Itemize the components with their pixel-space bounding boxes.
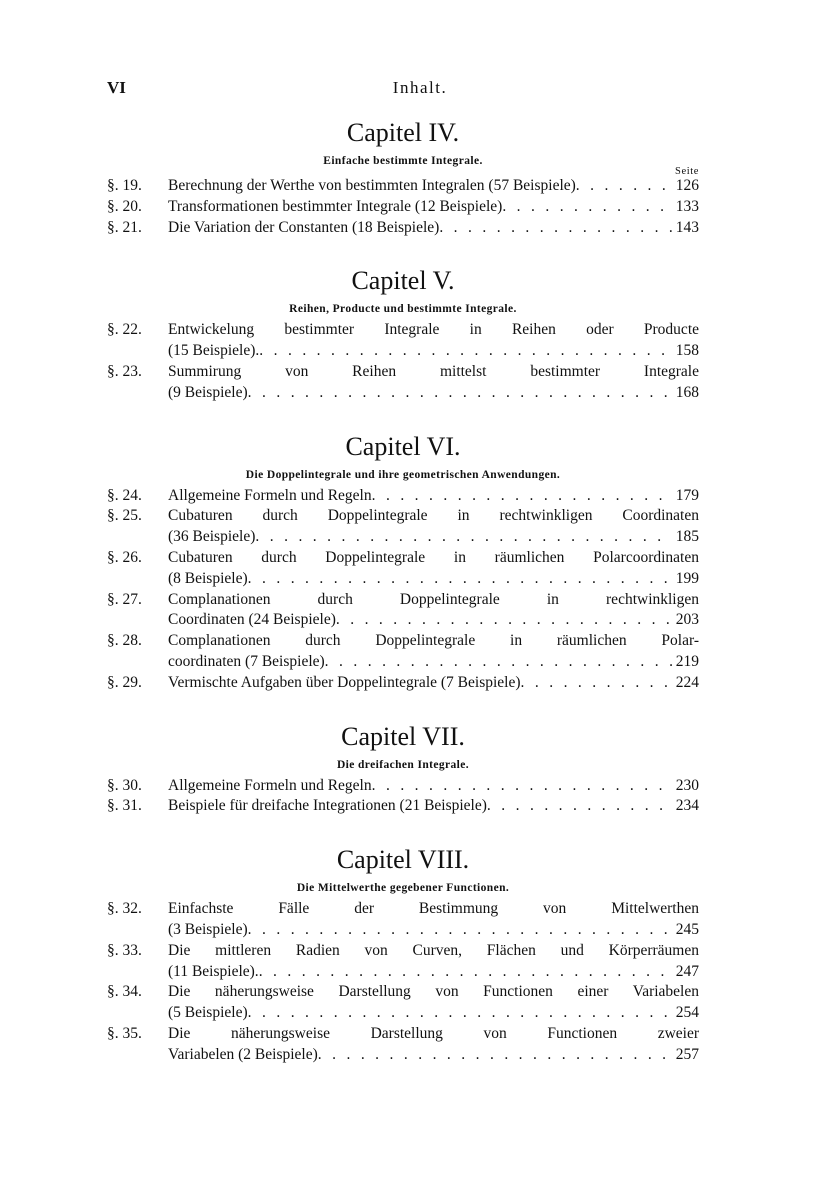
page-ref: 230 — [675, 776, 699, 794]
dot-leader — [521, 673, 672, 694]
dot-leader — [372, 486, 672, 507]
page-ref: 126 — [675, 177, 699, 194]
chapter-title: Capitel VII. — [341, 721, 465, 751]
entry-text: (9 Beispiele) — [168, 383, 248, 401]
entry-text: Entwickelung bestimmter Integrale in Reihen oder Producte — [168, 321, 699, 339]
section-number: §. 28. — [107, 632, 142, 650]
toc-entry[interactable] — [107, 320, 699, 362]
entry-text: Coordinaten (24 Beispiele) — [168, 611, 336, 629]
entry-line — [168, 1024, 699, 1045]
entry-text: Complanationen durch Doppelintegrale in rechtwinkligen — [168, 590, 699, 608]
page-ref: 179 — [675, 486, 699, 504]
entry-text: (5 Beispiele) — [168, 1004, 248, 1022]
chapter-title: Capitel VIII. — [336, 845, 470, 875]
section-number: §. 30. — [107, 776, 142, 794]
entry-text: Complanationen durch Doppelintegrale in räumlichen Polar- — [168, 632, 699, 650]
toc-entry[interactable] — [107, 673, 699, 694]
entry-text: coordinaten (7 Beispiele) — [168, 652, 325, 670]
running-header — [0, 78, 840, 102]
page-ref: 185 — [675, 528, 699, 546]
toc-entry[interactable] — [107, 590, 699, 632]
chapter-subtitle: Die Mittelwerthe gegebener Functionen. — [296, 882, 510, 895]
page-ref: 224 — [675, 673, 699, 691]
entry-line — [168, 320, 699, 341]
entry-text: (8 Beispiele) — [168, 569, 248, 587]
entry-line — [168, 899, 699, 920]
section-number: §. 24. — [107, 486, 142, 504]
dot-leader — [372, 776, 672, 797]
page-ref: 203 — [675, 611, 699, 629]
toc-entry[interactable] — [107, 197, 699, 218]
chapter-subtitle: Einfache bestimmte Integrale. — [323, 155, 483, 167]
entry-text: Beispiele für dreifache Integrationen (21 Beispiele) — [168, 797, 487, 815]
entry-line — [168, 776, 699, 797]
section-number: §. 21. — [107, 218, 142, 236]
entry-text: (15 Beispiele). — [168, 342, 260, 360]
dot-leader — [248, 383, 672, 404]
table-of-contents — [107, 118, 699, 1094]
entry-line — [168, 590, 699, 611]
entry-line — [168, 652, 699, 673]
section-number: §. 35. — [107, 1024, 142, 1042]
entry-line — [168, 631, 699, 652]
toc-entry[interactable] — [107, 176, 699, 197]
dot-leader — [325, 652, 672, 673]
entry-line — [168, 982, 699, 1003]
page-ref: 245 — [675, 920, 699, 938]
section-number: §. 31. — [107, 797, 142, 815]
entry-line — [168, 941, 699, 962]
section-number: §. 22. — [107, 321, 142, 339]
chapter-block — [107, 722, 699, 818]
entry-line — [168, 1003, 699, 1024]
entry-text: Allgemeine Formeln und Regeln — [168, 486, 372, 504]
toc-entry[interactable] — [107, 486, 699, 507]
entry-text: Variabelen (2 Beispiele) — [168, 1045, 318, 1063]
entry-line — [168, 176, 699, 197]
entry-line — [168, 362, 699, 383]
page-ref: 254 — [675, 1004, 699, 1022]
section-number: §. 25. — [107, 507, 142, 525]
page-ref: 158 — [675, 342, 699, 360]
dot-leader — [255, 527, 671, 548]
entry-text: Die näherungsweise Darstellung von Functionen einer Variabelen — [168, 983, 699, 1001]
entry-line — [168, 486, 699, 507]
dot-leader — [259, 341, 671, 362]
toc-entry[interactable] — [107, 548, 699, 590]
page-ref: 168 — [675, 383, 699, 401]
chapter-title: Capitel VI. — [345, 431, 461, 461]
entry-line — [168, 548, 699, 569]
entry-text: Transformationen bestimmter Integrale (12 Beispiele) — [168, 197, 503, 215]
section-number: §. 23. — [107, 362, 142, 380]
entry-line — [168, 610, 699, 631]
page-ref: 257 — [675, 1045, 699, 1063]
section-number: §. 32. — [107, 900, 142, 918]
chapter-block — [107, 432, 699, 694]
page-ref: 219 — [675, 652, 699, 670]
toc-entry[interactable] — [107, 941, 699, 983]
chapter-subtitle: Reihen, Producte und bestimmte Integrale. — [289, 303, 517, 316]
dot-leader — [502, 197, 671, 218]
chapter-block — [107, 845, 699, 1065]
entry-line — [168, 796, 699, 817]
toc-entry[interactable] — [107, 362, 699, 404]
page-ref: 133 — [675, 197, 699, 215]
dot-leader — [248, 920, 672, 941]
section-number: §. 26. — [107, 548, 142, 566]
chapter-title: Capitel IV. — [346, 118, 460, 147]
page-ref: 199 — [675, 569, 699, 587]
entry-line — [168, 1045, 699, 1066]
entry-text: Vermischte Aufgaben über Doppelintegrale (7 Beispiele) — [168, 673, 521, 691]
page-ref: 143 — [675, 218, 699, 236]
page-number: VI — [107, 78, 126, 97]
dot-leader — [318, 1045, 672, 1066]
toc-entry[interactable] — [107, 218, 699, 239]
seite-label: Seite — [675, 166, 699, 177]
section-number: §. 19. — [107, 177, 142, 194]
entry-text: (36 Beispiele) — [168, 528, 256, 546]
entry-line — [168, 341, 699, 362]
entry-text: Einfachste Fälle der Bestimmung von Mittelwerthen — [168, 900, 699, 918]
entry-line — [168, 569, 699, 590]
entry-text: Summirung von Reihen mittelst bestimmter Integrale — [168, 362, 699, 380]
chapter-subtitle: Die dreifachen Integrale. — [336, 758, 470, 771]
dot-leader — [439, 218, 671, 239]
entry-line — [168, 673, 699, 694]
section-number: §. 33. — [107, 941, 142, 959]
entry-text: Die Variation der Constanten (18 Beispiele) — [168, 218, 440, 236]
toc-entry[interactable] — [107, 982, 699, 1024]
running-title: Inhalt. — [392, 78, 448, 97]
section-number: §. 29. — [107, 673, 142, 691]
dot-leader — [248, 569, 672, 590]
dot-leader — [576, 176, 672, 197]
toc-entry[interactable] — [107, 776, 699, 797]
dot-leader — [487, 796, 672, 817]
entry-text: (11 Beispiele). — [168, 962, 259, 980]
page-ref: 234 — [675, 797, 699, 815]
toc-entry[interactable] — [107, 506, 699, 548]
chapter-block — [107, 118, 699, 238]
toc-entry[interactable] — [107, 796, 699, 817]
toc-entry[interactable] — [107, 1024, 699, 1066]
entry-line — [168, 197, 699, 218]
entry-text: Berechnung der Werthe von bestimmten Integralen (57 Beispiele) — [168, 177, 576, 194]
section-number: §. 27. — [107, 590, 142, 608]
chapter-subtitle: Die Doppelintegrale und ihre geometrischen Anwendungen. — [245, 468, 561, 481]
section-number: §. 34. — [107, 983, 142, 1001]
entry-line — [168, 962, 699, 983]
entry-text: Cubaturen durch Doppelintegrale in räumlichen Polarcoordinaten — [168, 548, 699, 566]
entry-line — [168, 218, 699, 239]
section-number: §. 20. — [107, 197, 142, 215]
entry-line — [168, 506, 699, 527]
entry-text: Allgemeine Formeln und Regeln — [168, 776, 372, 794]
dot-leader — [336, 610, 672, 631]
entry-line — [168, 527, 699, 548]
chapter-title: Capitel V. — [351, 266, 455, 296]
entry-text: Die mittleren Radien von Curven, Flächen und Körperräumen — [168, 941, 699, 959]
entry-text: Cubaturen durch Doppelintegrale in rechtwinkligen Coordinaten — [168, 507, 699, 525]
entry-text: (3 Beispiele) — [168, 920, 248, 938]
dot-leader — [248, 1003, 672, 1024]
chapter-block — [107, 266, 699, 403]
entry-line — [168, 383, 699, 404]
entry-text: Die näherungsweise Darstellung von Functionen zweier — [168, 1024, 699, 1042]
dot-leader — [259, 962, 672, 983]
entry-line — [168, 920, 699, 941]
toc-entry[interactable] — [107, 631, 699, 673]
page-ref: 247 — [675, 962, 699, 980]
toc-entry[interactable] — [107, 899, 699, 941]
